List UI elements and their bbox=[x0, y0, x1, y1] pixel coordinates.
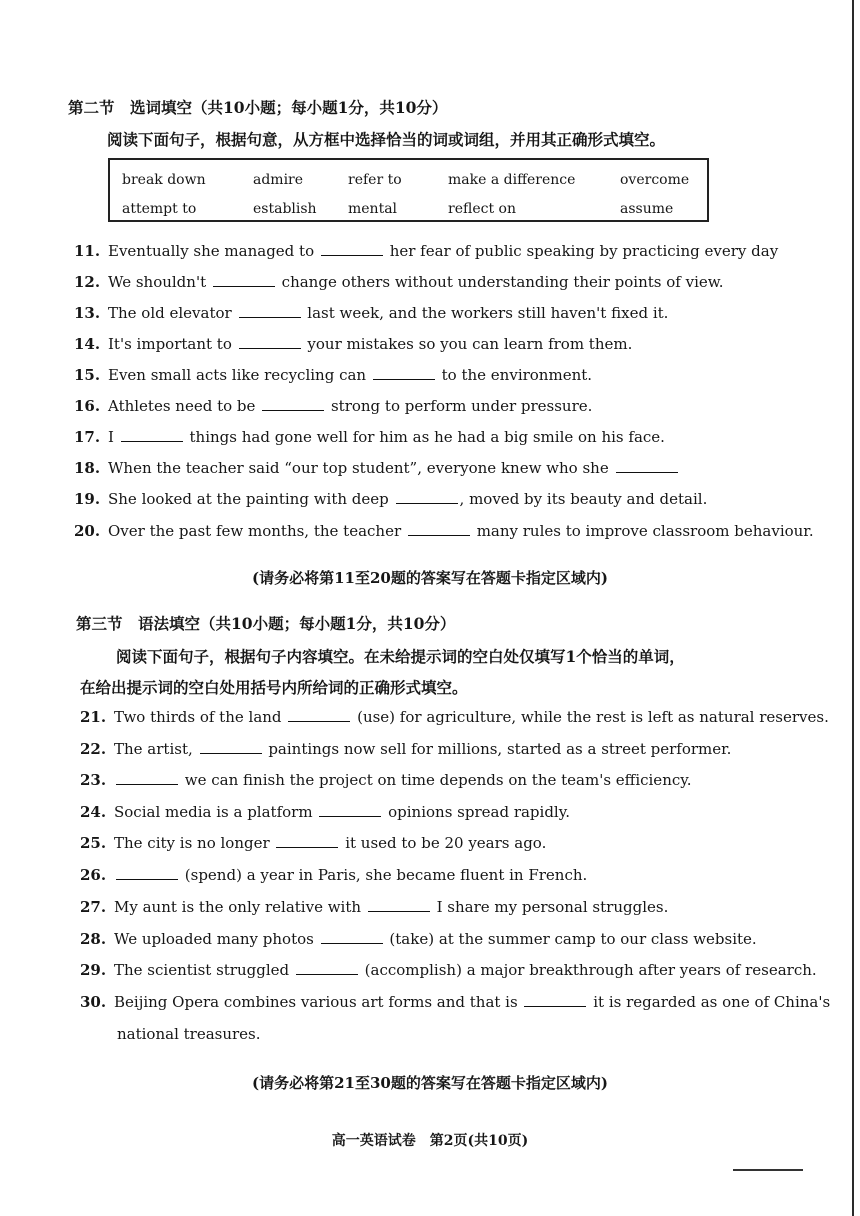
answer-blank[interactable] bbox=[524, 993, 586, 1007]
section3-notice: (请务必将第21至30题的答案写在答题卡指定区域内) bbox=[252, 1074, 608, 1092]
footer-line bbox=[733, 1169, 803, 1171]
page-footer: 高一英语试卷 第2页(共10页) bbox=[331, 1133, 529, 1149]
question-26: 26. (spend) a year in Paris, she became fluent in French. bbox=[80, 866, 588, 884]
word-option: make a difference bbox=[448, 172, 576, 188]
question-15: 15. Even small acts like recycling can to the environment. bbox=[74, 366, 593, 384]
answer-blank[interactable] bbox=[616, 459, 678, 473]
word-option: attempt to bbox=[122, 201, 197, 217]
answer-blank[interactable] bbox=[319, 803, 381, 817]
question-30: 30. Beijing Opera combines various art forms and that is it is regarded as one of China's bbox=[80, 993, 831, 1011]
answer-blank[interactable] bbox=[396, 490, 458, 504]
answer-blank[interactable] bbox=[321, 930, 383, 944]
question-25: 25. The city is no longer it used to be 20 years ago. bbox=[80, 834, 547, 852]
question-23: 23. we can finish the project on time depends on the team's efficiency. bbox=[80, 771, 692, 789]
answer-blank[interactable] bbox=[321, 242, 383, 256]
answer-blank[interactable] bbox=[200, 740, 262, 754]
section3-instruction-line2: 在给出提示词的空白处用括号内所给词的正确形式填空。 bbox=[80, 678, 468, 697]
section2-instruction: 阅读下面句子，根据句意，从方框中选择恰当的词或词组，并用其正确形式填空。 bbox=[107, 130, 666, 149]
word-option: mental bbox=[348, 201, 398, 217]
answer-blank[interactable] bbox=[116, 771, 178, 785]
answer-blank[interactable] bbox=[288, 708, 350, 722]
answer-blank[interactable] bbox=[408, 522, 470, 536]
answer-blank[interactable] bbox=[213, 273, 275, 287]
question-21: 21. Two thirds of the land (use) for agriculture, while the rest is left as natural reserves. bbox=[80, 708, 829, 726]
answer-blank[interactable] bbox=[368, 898, 430, 912]
question-12: 12. We shouldn't change others without understanding their points of view. bbox=[74, 273, 724, 291]
answer-blank[interactable] bbox=[296, 961, 358, 975]
answer-blank[interactable] bbox=[373, 366, 435, 380]
answer-blank[interactable] bbox=[262, 397, 324, 411]
word-option: establish bbox=[253, 201, 317, 217]
answer-blank[interactable] bbox=[121, 428, 183, 442]
question-16: 16. Athletes need to be strong to perform under pressure. bbox=[74, 397, 593, 415]
section3-title: 第三节 语法填空（共10小题；每小题1分，共10分） bbox=[76, 614, 456, 633]
question-29: 29. The scientist struggled (accomplish) a major breakthrough after years of research. bbox=[80, 961, 817, 979]
question-28: 28. We uploaded many photos (take) at the summer camp to our class website. bbox=[80, 930, 757, 948]
question-17: 17. I things had gone well for him as he had a big smile on his face. bbox=[74, 428, 665, 446]
question-24: 24. Social media is a platform opinions spread rapidly. bbox=[80, 803, 570, 821]
answer-blank[interactable] bbox=[276, 834, 338, 848]
question-14: 14. It's important to your mistakes so you can learn from them. bbox=[74, 335, 633, 353]
word-option: overcome bbox=[620, 172, 690, 188]
question-11: 11. Eventually she managed to her fear of public speaking by practicing every day bbox=[74, 242, 779, 260]
word-option: admire bbox=[253, 172, 304, 188]
question-19: 19. She looked at the painting with deep , moved by its beauty and detail. bbox=[74, 490, 708, 508]
word-box bbox=[108, 158, 709, 222]
answer-blank[interactable] bbox=[239, 304, 301, 318]
section2-notice: (请务必将第11至20题的答案写在答题卡指定区域内) bbox=[252, 569, 608, 587]
question-18: 18. When the teacher said “our top student”, everyone knew who she bbox=[74, 459, 680, 477]
question-27: 27. My aunt is the only relative with I share my personal struggles. bbox=[80, 898, 669, 916]
word-option: refer to bbox=[348, 172, 402, 188]
answer-blank[interactable] bbox=[239, 335, 301, 349]
question-30-continuation: national treasures. bbox=[117, 1025, 261, 1043]
word-option: assume bbox=[620, 201, 674, 217]
section2-title: 第二节 选词填空（共10小题；每小题1分，共10分） bbox=[68, 98, 448, 117]
question-13: 13. The old elevator last week, and the workers still haven't fixed it. bbox=[74, 304, 669, 322]
section3-instruction-line1: 阅读下面句子，根据句子内容填空。在未给提示词的空白处仅填写1个恰当的单词， bbox=[116, 647, 685, 666]
page-edge bbox=[852, 0, 854, 1216]
word-option: reflect on bbox=[448, 201, 516, 217]
question-20: 20. Over the past few months, the teacher many rules to improve classroom behaviour. bbox=[74, 522, 814, 540]
answer-blank[interactable] bbox=[116, 866, 178, 880]
word-option: break down bbox=[122, 172, 206, 188]
question-22: 22. The artist, paintings now sell for millions, started as a street performer. bbox=[80, 740, 732, 758]
